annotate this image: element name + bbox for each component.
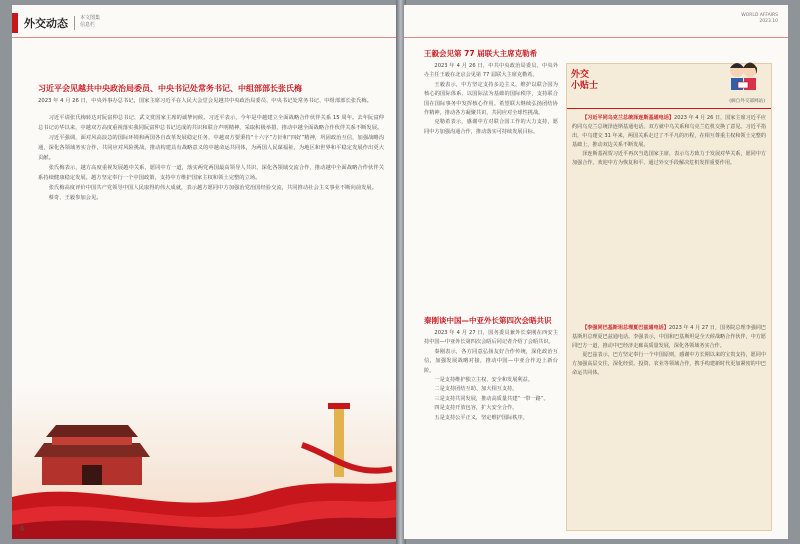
section-title: 外交动态 [24, 17, 68, 30]
sidebar-item-title: 【李强同巴基斯坦总理夏巴兹通电话】 [582, 325, 669, 331]
sidebar-label-line-2: 小贴士 [571, 81, 599, 91]
sidebar-header [567, 64, 771, 106]
article-lead: 2023 年 4 月 26 日，中央外事办总书记，国家主席习近平在人民大会堂会见越共中央政治局委员、中央书记处常务书记、中组部部长张氏梅。 [38, 98, 372, 104]
header-subtitle [80, 15, 100, 29]
tiananmen-decoration [12, 385, 398, 539]
right-page-header [741, 13, 778, 25]
sidebar-item-text: 2023 年 4 月 26 日，国家主席习近平应约同乌克兰总统泽连斯基通电话。双方就中乌关系和乌克兰危机交换了意见。习近平指出，中乌建交 31 年来，两国关系走过了不平凡的历程，在相互尊重主权和领土完整的基础上，推动双边关系不断发展。 [572, 115, 766, 148]
article-paragraph: 克勒希表示，感谢中方对联合国工作的大力支持，愿同中方加强沟通合作，推动落实可持续发展目标。 [424, 119, 558, 135]
article-paragraph: 秦刚表示，各方同意弘扬友好合作传统，深化政治互信，加强发展战略对接，推动中国—中亚合作迈上新台阶。 [424, 348, 558, 374]
article-title: 秦刚谈中国—中亚外长第四次会晤共识 [424, 316, 552, 325]
sidebar-item-2 [572, 324, 766, 377]
header-issue: 2023.10 [759, 19, 778, 24]
article-body [424, 329, 558, 423]
article-body [424, 62, 558, 137]
sidebar-label [571, 70, 598, 92]
cartoon-avatar-icon [723, 54, 763, 94]
article-paragraph: 五是支持公平正义，坚定维护国际秩序。 [434, 414, 528, 421]
header-rule [12, 37, 398, 38]
sidebar-paragraph: 夏巴兹表示，巴方坚定奉行一个中国原则，感谢中方长期以来的宝贵支持，愿同中方加强高层交往，深化经贸、投资、农业等领域合作，携手构建新时代更加紧密的中巴命运共同体。 [572, 351, 766, 376]
page-number: 6 [20, 525, 25, 533]
article-title: 王毅会见第 77 届联大主席克勒希 [424, 49, 538, 58]
article-paragraph: 王毅表示，中方坚定支持多边主义，维护以联合国为核心的国际体系、以国际法为基础的国际秩序，支持联合国在国际事务中发挥核心作用。希望联大继续弘扬团结协作精神，推动各方凝聚共识，共同应对全球性挑战。 [424, 81, 558, 117]
sidebar-label-line-1: 外交 [571, 70, 590, 80]
article-paragraph: 习近平强调，面对风高浪急的国际环境和两国各自改革发展稳定任务，中越双方要秉持“十六字”方针和“四好”精神，巩固政治互信，加强战略沟通，深化各领域务实合作，共同应对风险挑战，推动构建具有战略意义的中越命运共同体，为两国人民谋福祉，为地区和世界和平稳定发展作出更大贡献。 [38, 135, 384, 161]
article-column-1 [424, 49, 558, 137]
article-paragraph: 张氏梅表示，越方高度重视发展越中关系，愿同中方一道，落实两党两国最高领导人共识，深化各领域交流合作，推动越中全面战略合作伙伴关系持续健康稳定发展。越方坚定奉行一个中国政策，支持中方维护国家主权和领土完整的立场。 [38, 165, 384, 181]
sidebar-item-text: 2023 年 4 月 27 日，国务院总理李强同巴基斯坦总理夏巴兹通电话。李强表示，中国和巴基斯坦是全天候战略合作伙伴，中方愿同巴方一道，推动中巴经济走廊高质量发展，深化各领域务实合作。 [572, 325, 766, 349]
header-magazine-name: WORLD AFFAIRS [741, 13, 778, 18]
header-separator [74, 16, 75, 30]
article-title: 习近平会见越共中央政治局委员、中央书记处常务书记、中组部部长张氏梅 [38, 84, 302, 93]
article-paragraph: 2023 年 4 月 27 日，国务委员兼外长秦刚在西安主持中国—中亚外长第四次会晤后同记者介绍了会晤共识。 [424, 330, 558, 346]
sidebar-rule [567, 108, 771, 109]
tiananmen-illustration [12, 385, 398, 539]
sidebar-paragraph [572, 324, 766, 351]
sidebar-source: (摘自外交部网站) [729, 99, 765, 104]
article-paragraph: 2023 年 4 月 26 日，中共中央政治局委员、中央外办主任王毅在北京会见第 77 届联大主席克勒希。 [424, 63, 558, 79]
article-paragraph: 蔡奇、王毅参加会见。 [48, 195, 102, 201]
left-page-header [12, 13, 398, 33]
article-paragraph: 三是支持共同发展，推动高质量共建“一带一路”。 [434, 395, 549, 402]
right-page [404, 5, 788, 539]
tips-sidebar [566, 63, 772, 531]
article-paragraph: 四是支持开放包容，扩大安全合作。 [434, 405, 518, 412]
header-sub-line-1: 本文图集 [80, 15, 101, 21]
sidebar-item-title: 【习近平同乌克兰总统泽连斯基通电话】 [582, 115, 674, 121]
article-paragraph: 张氏梅高度评价中国共产党领导中国人民取得的伟大成就，表示越方愿同中方加强治党治国经验交流，共同推动社会主义事业不断向前发展。 [48, 185, 378, 191]
article-paragraph: 一是支持维护独立主权、安全和发展利益。 [434, 377, 533, 384]
header-sub-line-2: 信息栏 [80, 22, 96, 28]
article-paragraph: 习近平请张氏梅转达对阮富仲总书记、武文赏国家主席的诚挚问候。习近平表示，今年是中越建立全面战略合作伙伴关系 15 周年。去年阮富仲总书记访华以来，中越双方高度重视落实我同阮富仲总书记达成的共识和联合声明精神，采取积极举措，推动中越全面战略合作伙伴关系不断发展。 [38, 115, 384, 131]
article-body [38, 113, 384, 203]
sidebar-paragraph: 泽连斯基祝贺习近平再次当选国家主席，表示乌方致力于发展对华关系，愿同中方加强合作，欢迎中方为恢复和平、通过外交手段解决危机发挥重要作用。 [572, 150, 766, 166]
article-paragraph: 二是支持团结互助、加大相互支持。 [434, 386, 518, 393]
header-rule [404, 37, 788, 38]
sidebar-item-1 [572, 114, 766, 167]
article-column-2 [424, 316, 558, 423]
left-page [12, 5, 398, 539]
header-red-block [12, 13, 18, 33]
sidebar-paragraph [572, 114, 766, 150]
